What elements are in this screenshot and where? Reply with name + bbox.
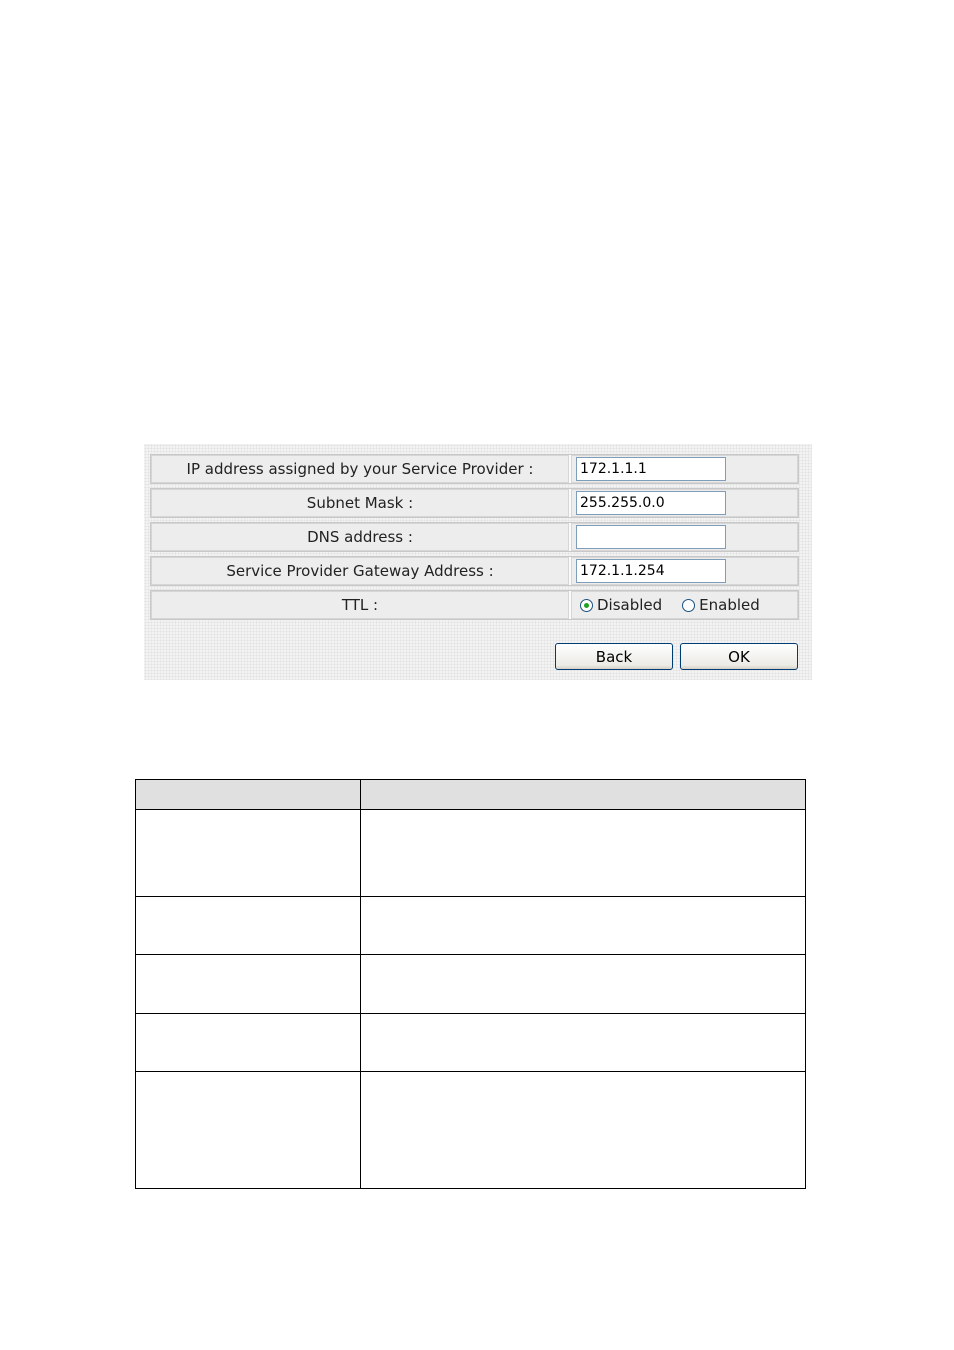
table-header-cell (136, 780, 361, 810)
description-table (135, 779, 806, 1189)
ttl-label: TTL : (151, 591, 571, 619)
table-row (136, 897, 806, 955)
subnet-mask-input[interactable] (576, 491, 726, 515)
table-cell (361, 1072, 806, 1189)
table-cell (136, 810, 361, 897)
table-cell (136, 955, 361, 1014)
dns-address-input[interactable] (576, 525, 726, 549)
ttl-row (150, 590, 799, 620)
radio-checked-icon[interactable] (580, 599, 593, 612)
radio-unchecked-icon[interactable] (682, 599, 695, 612)
table-cell (136, 897, 361, 955)
table-row (136, 810, 806, 897)
table-header-row (136, 780, 806, 810)
table-row (136, 1072, 806, 1189)
dns-address-row (150, 522, 799, 552)
ttl-enabled-option[interactable] (682, 596, 760, 614)
table-header-cell (361, 780, 806, 810)
ttl-disabled-label: Disabled (597, 596, 663, 614)
back-button[interactable]: Back (555, 643, 673, 670)
table-cell (136, 1014, 361, 1072)
gateway-address-row (150, 556, 799, 586)
table-cell (361, 810, 806, 897)
ip-address-input[interactable] (576, 457, 726, 481)
gateway-address-label: Service Provider Gateway Address : (151, 557, 571, 585)
ok-button[interactable]: OK (680, 643, 798, 670)
subnet-mask-label: Subnet Mask : (151, 489, 571, 517)
wan-settings-panel (144, 444, 812, 680)
gateway-address-input[interactable] (576, 559, 726, 583)
ttl-disabled-option[interactable] (580, 596, 662, 614)
subnet-mask-row (150, 488, 799, 518)
dns-address-label: DNS address : (151, 523, 571, 551)
table-row (136, 1014, 806, 1072)
ip-address-label: IP address assigned by your Service Provider : (151, 455, 571, 483)
ttl-enabled-label: Enabled (699, 596, 760, 614)
ip-address-row (150, 454, 799, 484)
table-cell (361, 1014, 806, 1072)
ttl-radio-group (576, 596, 776, 614)
table-cell (361, 955, 806, 1014)
table-cell (361, 897, 806, 955)
table-row (136, 955, 806, 1014)
table-cell (136, 1072, 361, 1189)
